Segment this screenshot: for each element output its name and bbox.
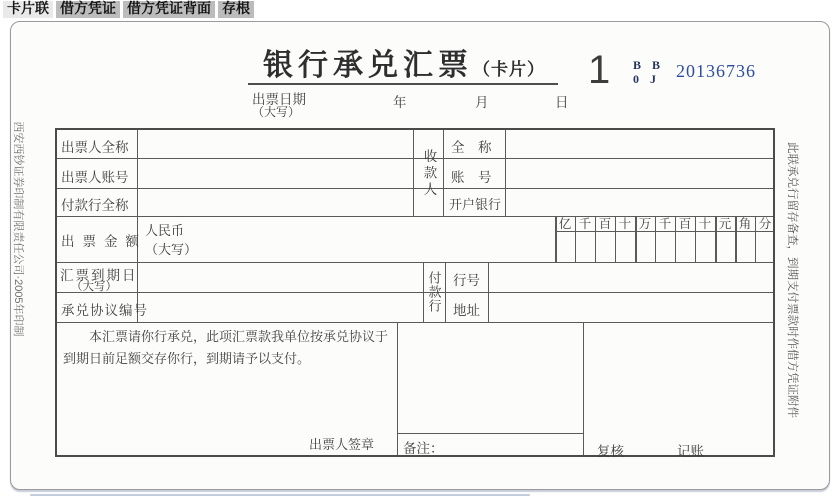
remark-field[interactable] [457,435,583,453]
drawer-account-field[interactable] [139,160,412,186]
payer-bank-name-field[interactable] [139,190,412,215]
day-label: 日 [555,95,569,110]
tab-debit-voucher-back[interactable]: 借方凭证背面 [123,1,215,18]
bill-title [248,40,560,84]
bill-code-line1: B B [633,58,665,72]
payee-group-label: 收款人 [421,149,437,199]
digit-col-bai1: 百 [598,217,612,231]
digit-col-bai2: 百 [678,217,692,231]
grid-line [57,322,773,323]
payee-bank-field[interactable] [507,190,772,215]
digit-col-jiao: 角 [738,217,752,231]
bill-code-line2: 0 J [633,72,660,86]
remark-label: 备注： [403,441,444,456]
due-date-label: 汇票到期日 [60,268,138,283]
bill-form-table [55,128,775,457]
grid-line [397,322,398,455]
due-date-field[interactable] [139,264,421,290]
grid-line [505,130,506,216]
digit-col-qian2: 千 [658,217,672,231]
payer-bank-name-label: 付款行全称 [61,198,129,213]
agreement-number-label: 承兑协议编号 [61,303,148,318]
tab-debit-voucher[interactable]: 借方凭证 [56,1,120,18]
tab-card-copy[interactable]: 卡片联 [3,1,53,18]
payee-account-label: 账 号 [451,170,492,185]
digit-col-fen: 分 [758,217,772,231]
document-tab-strip [3,1,254,18]
amount-caps-label: （大写） [145,242,198,257]
grid-line [397,433,583,434]
title-underline [248,83,558,85]
bank-address-label: 地址 [453,303,480,318]
payee-account-field[interactable] [507,160,772,186]
booking-label: 记账 [677,444,704,459]
issue-date-label: 出票日期 [252,92,306,107]
acceptance-request-text: 本汇票请你行承兑，此项汇票款我单位按承兑协议于到期日前足额交存你行，到期请予以支付。 [63,329,389,366]
drawer-name-label: 出票人全称 [61,140,129,155]
attachment-area[interactable] [399,324,583,432]
review-label: 复核 [597,444,624,459]
drawer-name-field[interactable] [139,131,412,157]
bank-number-field[interactable] [490,264,772,290]
review-booking-area[interactable] [585,324,771,434]
grid-line [413,130,414,216]
month-label: 月 [475,95,489,110]
drawer-account-label: 出票人账号 [61,170,129,185]
digit-col-wan: 万 [638,217,652,231]
digit-col-shi2: 十 [698,217,712,231]
amount-currency-label: 人民币 [145,223,185,238]
drawer-signature-label: 出票人签章 [309,437,375,452]
grid-line [583,322,584,455]
bill-title-text: 银行承兑汇票 [263,49,473,82]
payer-bank-group-label: 付款行 [426,271,442,313]
payee-name-label: 全 称 [451,140,492,155]
bill-code-stamp [633,58,664,86]
copy-number: 1 [588,48,611,92]
agreement-number-field[interactable] [139,294,421,320]
copy-retention-note: 此联承兑行留存备查，到期支付票款时作借方凭证附件 [786,142,798,418]
digit-col-yi: 亿 [558,217,572,231]
payee-bank-label: 开户银行 [449,197,502,212]
year-label: 年 [393,95,407,110]
digit-col-shi1: 十 [618,217,632,231]
tab-stub[interactable]: 存根 [218,1,254,18]
issue-date-caps-label: （大写） [252,105,301,119]
grid-line [445,262,446,322]
amount-digits-field[interactable] [555,232,773,262]
bank-number-label: 行号 [453,273,480,288]
bank-address-field[interactable] [490,294,772,320]
bill-serial-number: 20136736 [676,61,756,81]
due-date-caps-label: （大写） [71,281,117,293]
digit-col-yuan: 元 [718,217,732,231]
bill-title-suffix: （卡片） [473,60,545,79]
scan-artifact-line [30,494,530,496]
printer-imprint-note: 西安西钞证券印制有限责任公司·2005年印制 [12,121,24,337]
amount-words-field[interactable] [139,218,553,260]
grid-line [443,130,444,216]
payee-name-field[interactable] [507,131,772,157]
amount-label: 出票金额 [61,234,147,249]
digit-col-qian1: 千 [578,217,592,231]
grid-line [137,130,138,322]
grid-line [57,262,773,263]
grid-line [488,262,489,322]
grid-line [57,292,773,293]
